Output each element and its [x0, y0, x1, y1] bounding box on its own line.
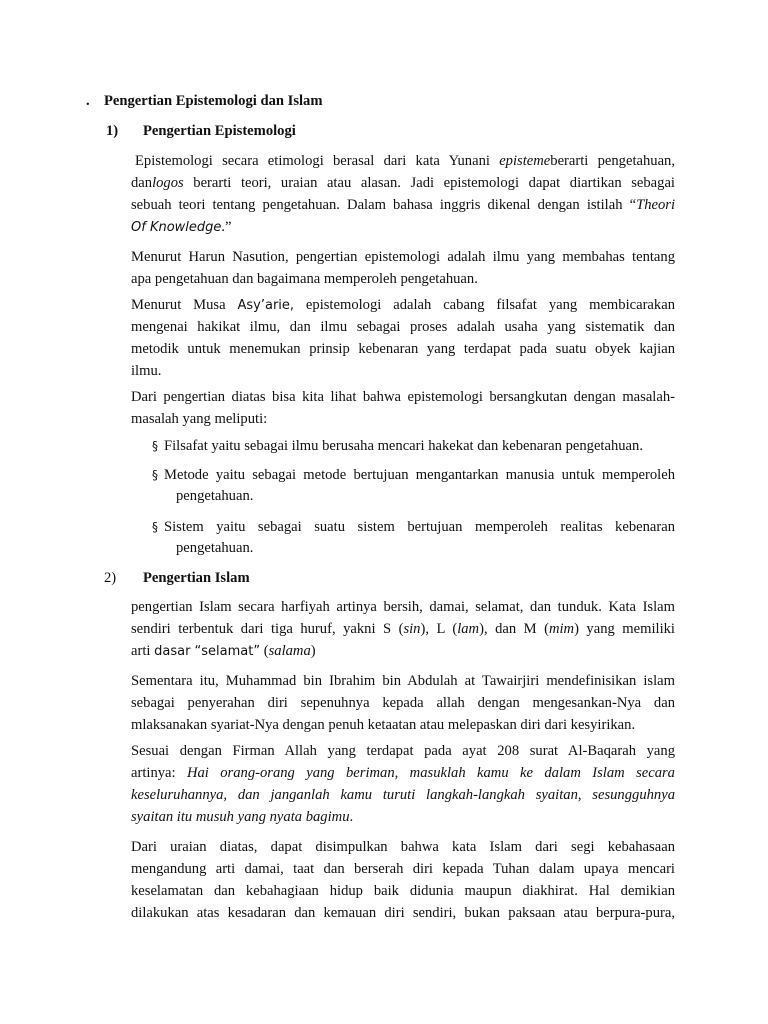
s2p4-line3: keselamatan dan kebahagiaan hidup baik didunia maupun diakhirat. Hal demikian — [131, 883, 675, 899]
s1p1-line1: Epistemologi secara etimologi berasal dari kata Yunani epistemeberarti pengetahuan, — [135, 153, 676, 169]
s2p1-line3: arti dasar “selamat” (salama) — [131, 643, 316, 659]
s1p3-line1: Menurut Musa Asy’arie, epistemologi adalah cabang filsafat yang membicarakan — [131, 297, 675, 313]
section2-number: 2) — [104, 570, 117, 586]
bullet-item-sistem: § Sistem yaitu sebagai suatu sistem bertujuan memperoleh realitas kebenaran — [152, 519, 675, 535]
s1p1-line4: Of Knowledge.” — [131, 219, 232, 235]
main-heading: Pengertian Epistemologi dan Islam — [104, 93, 323, 109]
s2p3-line3: keseluruhannya, dan janganlah kamu turuti langkah-langkah syaitan, sesungguhnya — [131, 787, 675, 803]
s2p3-line4: syaitan itu musuh yang nyata bagimu. — [131, 809, 354, 825]
s1p3-line3: metodik untuk menemukan prinsip kebenaran yang terdapat pada suatu obyek kajian — [131, 341, 675, 357]
s1p2-line1: Menurut Harun Nasution, pengertian epistemologi adalah ilmu yang membahas tentang — [131, 249, 675, 265]
section-sign-icon: § — [152, 468, 158, 482]
s1p4-line2: masalah yang meliputi: — [131, 411, 268, 427]
bullet-item-filsafat: § Filsafat yaitu sebagai ilmu berusaha mencari hakekat dan kebenaran pengetahuan. — [152, 438, 643, 454]
s2p3-line1: Sesuai dengan Firman Allah yang terdapat pada ayat 208 surat Al-Baqarah yang — [131, 743, 675, 759]
s2p1-line1: pengertian Islam secara harfiyah artinya bersih, damai, selamat, dan tunduk. Kata Islam — [131, 599, 675, 615]
bullet-item-metode-cont: pengetahuan. — [176, 488, 254, 504]
s2p4-line2: mengandung arti damai, taat dan berserah diri kepada Tuhan dalam upaya mencari — [131, 861, 675, 877]
s1p1-line3: sebuah teori tentang pengetahuan. Dalam bahasa inggris dikenal dengan istilah “Theori — [131, 197, 675, 213]
s1p4-line1: Dari pengertian diatas bisa kita lihat bahwa epistemologi bersangkutan dengan masalah- — [131, 389, 675, 405]
bullet-item-sistem-cont: pengetahuan. — [176, 540, 254, 556]
s1p1-line2: danlogos berarti teori, uraian atau alasan. Jadi epistemologi dapat diartikan sebagai — [131, 175, 675, 191]
s1p2-line2: apa pengetahuan dan bagaimana memperoleh pengetahuan. — [131, 271, 478, 287]
section-sign-icon: § — [152, 520, 158, 534]
section1-number: 1) — [106, 123, 119, 139]
heading-bullet: . — [86, 93, 90, 109]
s1p3-line4: ilmu. — [131, 363, 162, 379]
section1-title: Pengertian Epistemologi — [143, 123, 296, 139]
s2p2-line3: mlaksanakan syariat-Nya dengan penuh ketaatan atau melepaskan diri dari kesyirikan. — [131, 717, 636, 733]
section-sign-icon: § — [152, 439, 158, 453]
bullet-item-metode: § Metode yaitu sebagai metode bertujuan mengantarkan manusia untuk memperoleh — [152, 467, 675, 483]
s2p3-line2: artinya: Hai orang-orang yang beriman, masuklah kamu ke dalam Islam secara — [131, 765, 675, 781]
s2p1-line2: sendiri terbentuk dari tiga huruf, yakni S (sin), L (lam), dan M (mim) yang memiliki — [131, 621, 675, 637]
s1p3-line2: mengenai hakikat ilmu, dan ilmu sebagai proses adalah usaha yang sistematik dan — [131, 319, 675, 335]
s2p2-line1: Sementara itu, Muhammad bin Ibrahim bin Abdulah at Tawairjiri mendefinisikan islam — [131, 673, 675, 689]
s2p2-line2: sebagai penyerahan diri sepenuhnya kepada allah dengan mengesankan-Nya dan — [131, 695, 675, 711]
s2p4-line4: dilakukan atas kesadaran dan kemauan diri sendiri, bukan paksaan atau berpura-pura, — [131, 905, 675, 921]
section2-title: Pengertian Islam — [143, 570, 250, 586]
s2p4-line1: Dari uraian diatas, dapat disimpulkan bahwa kata Islam dari segi kebahasaan — [131, 839, 675, 855]
